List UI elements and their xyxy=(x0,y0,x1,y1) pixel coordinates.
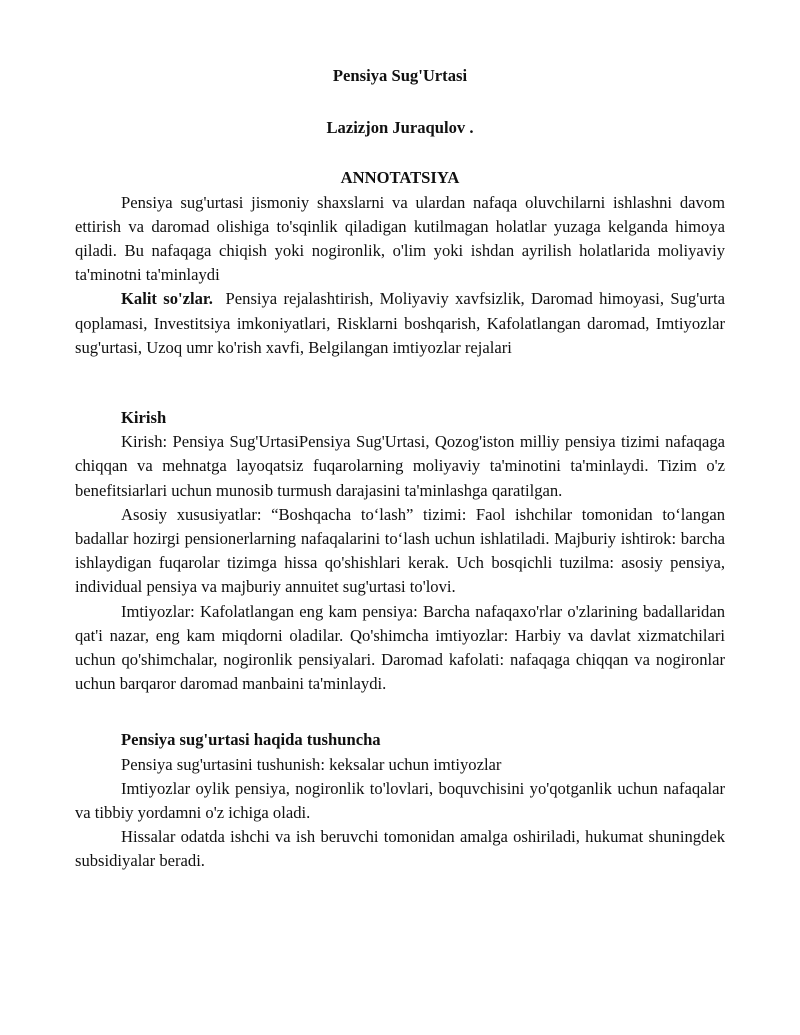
author-name: Lazizjon Juraqulov . xyxy=(326,118,474,138)
keywords-paragraph xyxy=(75,287,725,360)
tushuncha-paragraph-1: Imtiyozlar oylik pensiya, nogironlik to'lovlari, boquvchisini yo'qotganlik uchun nafaqalar va tibbiy yordamni o'z ichiga oladi. xyxy=(75,778,725,823)
keywords-label: Kalit so'zlar. xyxy=(121,289,213,309)
kirish-paragraph-3: Imtiyozlar: Kafolatlangan eng kam pensiya: Barcha nafaqaxo'rlar o'zlarining badallaridan qat'i nazar, eng kam miqdorni oladilar. Qo'shimcha imtiyozlar: Harbiy va davlat xizmatchilari uchun qo'shimchalar, nogironlik pensiyalari. Daromad kafolati: nafaqaga chiqqan va nogironlar uchun barqaror daromad manbaini ta'minlaydi. xyxy=(75,601,725,694)
tushuncha-paragraph-2: Hissalar odatda ishchi va ish beruvchi tomonidan amalga oshiriladi, hukumat shuningdek subsidiyalar beradi. xyxy=(75,827,725,871)
kirish-paragraph-2: Asosiy xususiyatlar: “Boshqacha to‘lash” tizimi: Faol ishchilar tomonidan to‘langan badallar hozirgi pensionerlarning nafaqalarini to‘lash uchun ishlatiladi. Majburiy ishtirok: barcha ishlaydigan fuqarolar tizimga hissa qo'shishlari kerak. Uch bosqichli tuzilma: asosiy pensiya, individual pensiya va majburiy annuitet sug'urtasi to'lovi. xyxy=(75,504,725,597)
section-heading-tushuncha: Pensiya sug'urtasi haqida tushuncha xyxy=(121,730,381,750)
annotation-paragraph: Pensiya sug'urtasi jismoniy shaxslarni va ulardan nafaqa oluvchilarni ishlashni davom ettirish va daromad olishiga to'sqinlik qiladigan kutilmagan holatlar yuzaga kelganda himoya qiladi. Bu nafaqaga chiqish yoki nogironlik, o'lim yoki ishdan ayrilish holatlarida moliyaviy ta'minotni ta'minlaydi xyxy=(75,192,725,285)
document-page xyxy=(75,64,725,874)
section-heading-kirish: Kirish xyxy=(121,408,167,428)
keywords-text: Pensiya rejalashtirish, Moliyaviy xavfsizlik, Daromad himoyasi, Sug'urta qoplamasi, Investitsiya imkoniyatlari, Risklarni boshqarish, Kafolatlangan daromad, Imtiyozlar sug'urtasi, Uzoq umr ko'rish xavfi, Belgilangan imtiyozlar rejalari xyxy=(75,289,725,357)
annotation-heading: ANNOTATSIYA xyxy=(340,168,460,188)
kirish-paragraph-1: Kirish: Pensiya Sug'UrtasiPensiya Sug'Urtasi, Qozog'iston milliy pensiya tizimi nafaqaga chiqqan va mehnatga layoqatsiz fuqarolarning moliyaviy ta'minotini ta'minlaydi. Tizim o'z benefitsiarlari uchun munosib turmush darajasini ta'minlashga qaratilgan. xyxy=(75,432,725,500)
document-title: Pensiya Sug'Urtasi xyxy=(332,66,468,85)
section-subheading-tushuncha: Pensiya sug'urtasini tushunish: keksalar uchun imtiyozlar xyxy=(121,754,502,774)
